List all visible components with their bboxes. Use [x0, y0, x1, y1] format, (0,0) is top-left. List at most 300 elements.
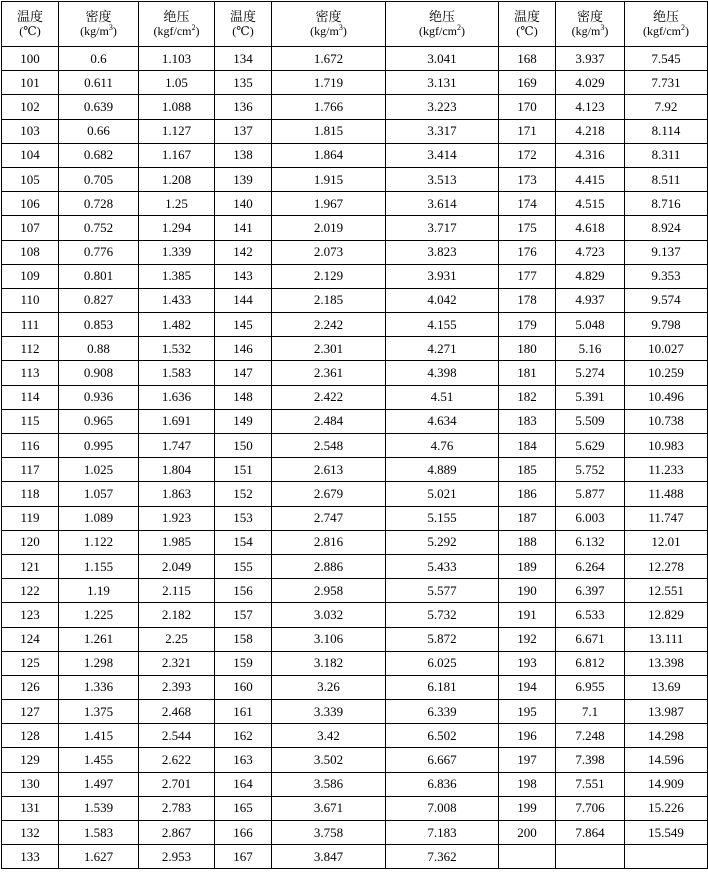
pressure-cell: 2.182 — [139, 603, 215, 627]
density-cell: 7.551 — [556, 772, 625, 796]
table-row — [2, 167, 708, 191]
pressure-cell: 4.398 — [386, 361, 499, 385]
pressure-cell: 2.783 — [139, 796, 215, 820]
density-cell: 3.671 — [272, 796, 386, 820]
temperature-cell: 137 — [215, 119, 272, 143]
pressure-cell: 9.798 — [625, 313, 708, 337]
pressure-cell: 1.339 — [139, 240, 215, 264]
temperature-cell: 107 — [2, 216, 59, 240]
temperature-cell: 160 — [215, 675, 272, 699]
density-cell: 4.029 — [556, 71, 625, 95]
table-row — [2, 216, 708, 240]
pressure-cell — [625, 845, 708, 869]
table-row — [2, 530, 708, 554]
pressure-cell: 13.987 — [625, 700, 708, 724]
temperature-cell: 117 — [2, 458, 59, 482]
density-cell: 2.422 — [272, 385, 386, 409]
temperature-cell: 129 — [2, 748, 59, 772]
pressure-cell: 7.362 — [386, 845, 499, 869]
table-row — [2, 385, 708, 409]
temperature-cell: 125 — [2, 651, 59, 675]
temperature-unit: (℃) — [232, 24, 254, 38]
density-unit: $(kg/m^3)$ — [80, 23, 117, 38]
temperature-cell: 153 — [215, 506, 272, 530]
temperature-cell: 175 — [499, 216, 556, 240]
density-cell: 2.129 — [272, 264, 386, 288]
pressure-cell: 6.836 — [386, 772, 499, 796]
density-cell: 2.816 — [272, 530, 386, 554]
pressure-cell: 1.482 — [139, 313, 215, 337]
pressure-cell: 1.691 — [139, 409, 215, 433]
pressure-cell: 8.114 — [625, 119, 708, 143]
pressure-cell: 7.008 — [386, 796, 499, 820]
pressure-unit: $(kgf/cm^2)$ — [419, 23, 465, 38]
density-cell: 0.66 — [59, 119, 139, 143]
pressure-cell: 14.298 — [625, 724, 708, 748]
table-row — [2, 796, 708, 820]
pressure-unit: $(kgf/cm^2)$ — [153, 23, 200, 38]
pressure-label: 绝压 — [428, 9, 455, 24]
temperature-cell: 167 — [215, 845, 272, 869]
density-cell: 0.995 — [59, 434, 139, 458]
density-cell: 6.264 — [556, 554, 625, 578]
table-row — [2, 47, 708, 71]
temperature-cell: 121 — [2, 554, 59, 578]
temperature-cell: 169 — [499, 71, 556, 95]
pressure-cell: 4.634 — [386, 409, 499, 433]
pressure-cell: 4.76 — [386, 434, 499, 458]
density-cell: 4.415 — [556, 167, 625, 191]
table-row — [2, 821, 708, 845]
pressure-cell: 1.863 — [139, 482, 215, 506]
density-cell: 4.829 — [556, 264, 625, 288]
table-row — [2, 675, 708, 699]
density-label: 密度 — [315, 9, 342, 24]
temperature-unit: (℃) — [19, 24, 41, 38]
temperature-cell: 164 — [215, 772, 272, 796]
density-cell: 6.812 — [556, 651, 625, 675]
density-cell: 3.586 — [272, 772, 386, 796]
density-cell: 1.089 — [59, 506, 139, 530]
col-header-pressure — [625, 2, 708, 47]
pressure-cell: 2.468 — [139, 700, 215, 724]
temperature-cell: 124 — [2, 627, 59, 651]
density-cell: 5.752 — [556, 458, 625, 482]
density-cell: 1.455 — [59, 748, 139, 772]
pressure-cell: 2.867 — [139, 821, 215, 845]
density-cell: 5.629 — [556, 434, 625, 458]
pressure-cell: 11.233 — [625, 458, 708, 482]
temperature-cell: 102 — [2, 95, 59, 119]
pressure-cell: 10.496 — [625, 385, 708, 409]
density-cell: 0.682 — [59, 143, 139, 167]
density-cell: 1.766 — [272, 95, 386, 119]
density-cell: 7.706 — [556, 796, 625, 820]
density-cell: 4.723 — [556, 240, 625, 264]
pressure-cell: 3.317 — [386, 119, 499, 143]
pressure-cell: 5.732 — [386, 603, 499, 627]
temperature-cell: 199 — [499, 796, 556, 820]
temperature-cell: 154 — [215, 530, 272, 554]
table-row — [2, 627, 708, 651]
pressure-cell: 6.502 — [386, 724, 499, 748]
density-cell: 3.182 — [272, 651, 386, 675]
temperature-cell: 158 — [215, 627, 272, 651]
table-row — [2, 192, 708, 216]
pressure-cell: 2.393 — [139, 675, 215, 699]
pressure-cell: 13.111 — [625, 627, 708, 651]
pressure-cell: 12.551 — [625, 579, 708, 603]
table-row — [2, 143, 708, 167]
table-header — [2, 2, 708, 47]
temperature-cell: 112 — [2, 337, 59, 361]
temperature-cell: 126 — [2, 675, 59, 699]
temperature-cell: 101 — [2, 71, 59, 95]
pressure-cell: 11.747 — [625, 506, 708, 530]
table-row — [2, 748, 708, 772]
density-cell: 5.509 — [556, 409, 625, 433]
temperature-cell: 165 — [215, 796, 272, 820]
pressure-cell: 3.614 — [386, 192, 499, 216]
temperature-cell: 195 — [499, 700, 556, 724]
col-header-pressure — [386, 2, 499, 47]
density-cell: 1.497 — [59, 772, 139, 796]
density-cell: 3.502 — [272, 748, 386, 772]
col-header-density — [272, 2, 386, 47]
pressure-cell: 1.05 — [139, 71, 215, 95]
table-row — [2, 603, 708, 627]
density-cell: 5.16 — [556, 337, 625, 361]
temperature-cell: 193 — [499, 651, 556, 675]
pressure-cell: 4.271 — [386, 337, 499, 361]
density-cell: 1.225 — [59, 603, 139, 627]
temperature-cell: 196 — [499, 724, 556, 748]
pressure-cell: 5.021 — [386, 482, 499, 506]
temperature-cell: 128 — [2, 724, 59, 748]
table-row — [2, 700, 708, 724]
density-cell: 0.752 — [59, 216, 139, 240]
temperature-cell: 147 — [215, 361, 272, 385]
pressure-cell: 1.088 — [139, 95, 215, 119]
density-cell: 0.908 — [59, 361, 139, 385]
temperature-cell: 148 — [215, 385, 272, 409]
temperature-cell: 156 — [215, 579, 272, 603]
density-cell: 2.747 — [272, 506, 386, 530]
density-cell: 3.032 — [272, 603, 386, 627]
density-cell: 0.705 — [59, 167, 139, 191]
pressure-cell: 3.414 — [386, 143, 499, 167]
density-cell: 1.864 — [272, 143, 386, 167]
temperature-cell: 186 — [499, 482, 556, 506]
temperature-unit: (℃) — [516, 24, 538, 38]
density-cell: 3.42 — [272, 724, 386, 748]
density-cell: 1.122 — [59, 530, 139, 554]
density-cell: 4.123 — [556, 95, 625, 119]
table-row — [2, 554, 708, 578]
density-cell: 3.937 — [556, 47, 625, 71]
temperature-label: 温度 — [16, 9, 43, 24]
temperature-cell: 161 — [215, 700, 272, 724]
pressure-cell: 13.398 — [625, 651, 708, 675]
table-row — [2, 772, 708, 796]
pressure-label: 绝压 — [163, 9, 190, 24]
temperature-cell: 132 — [2, 821, 59, 845]
temperature-cell: 141 — [215, 216, 272, 240]
temperature-cell: 122 — [2, 579, 59, 603]
density-cell: 4.316 — [556, 143, 625, 167]
pressure-cell: 8.511 — [625, 167, 708, 191]
temperature-cell: 134 — [215, 47, 272, 71]
temperature-cell: 163 — [215, 748, 272, 772]
pressure-cell: 1.985 — [139, 530, 215, 554]
density-label: 密度 — [576, 9, 603, 24]
temperature-cell: 177 — [499, 264, 556, 288]
pressure-cell: 2.049 — [139, 554, 215, 578]
density-cell: 1.627 — [59, 845, 139, 869]
pressure-cell: 3.223 — [386, 95, 499, 119]
pressure-cell: 1.532 — [139, 337, 215, 361]
pressure-cell: 4.042 — [386, 288, 499, 312]
temperature-cell: 136 — [215, 95, 272, 119]
pressure-cell: 12.01 — [625, 530, 708, 554]
temperature-cell: 151 — [215, 458, 272, 482]
col-header-pressure — [139, 2, 215, 47]
pressure-cell: 9.574 — [625, 288, 708, 312]
pressure-cell: 9.353 — [625, 264, 708, 288]
temperature-cell: 191 — [499, 603, 556, 627]
pressure-cell: 4.889 — [386, 458, 499, 482]
pressure-cell: 3.931 — [386, 264, 499, 288]
temperature-cell: 174 — [499, 192, 556, 216]
density-cell: 0.801 — [59, 264, 139, 288]
density-cell: 6.132 — [556, 530, 625, 554]
pressure-cell: 1.208 — [139, 167, 215, 191]
temperature-cell: 120 — [2, 530, 59, 554]
temperature-label: 温度 — [513, 9, 540, 24]
density-cell: 3.339 — [272, 700, 386, 724]
temperature-cell: 189 — [499, 554, 556, 578]
temperature-cell: 131 — [2, 796, 59, 820]
pressure-cell: 9.137 — [625, 240, 708, 264]
temperature-cell: 149 — [215, 409, 272, 433]
density-cell: 3.106 — [272, 627, 386, 651]
temperature-cell: 200 — [499, 821, 556, 845]
density-cell: 3.758 — [272, 821, 386, 845]
density-cell: 6.003 — [556, 506, 625, 530]
pressure-cell: 10.983 — [625, 434, 708, 458]
pressure-cell: 3.041 — [386, 47, 499, 71]
temperature-cell: 178 — [499, 288, 556, 312]
density-cell: 7.864 — [556, 821, 625, 845]
table-row — [2, 264, 708, 288]
table-row — [2, 434, 708, 458]
col-header-density — [556, 2, 625, 47]
temperature-cell: 187 — [499, 506, 556, 530]
temperature-cell: 106 — [2, 192, 59, 216]
density-cell: 0.6 — [59, 47, 139, 71]
temperature-cell: 166 — [215, 821, 272, 845]
temperature-cell: 123 — [2, 603, 59, 627]
table-row — [2, 288, 708, 312]
pressure-cell: 14.909 — [625, 772, 708, 796]
temperature-cell: 118 — [2, 482, 59, 506]
density-cell: 1.025 — [59, 458, 139, 482]
density-cell: 2.242 — [272, 313, 386, 337]
temperature-cell: 168 — [499, 47, 556, 71]
table-body — [2, 47, 708, 869]
pressure-cell: 1.923 — [139, 506, 215, 530]
density-cell: 2.019 — [272, 216, 386, 240]
header-row — [2, 2, 708, 47]
density-cell: 5.877 — [556, 482, 625, 506]
density-cell: 6.533 — [556, 603, 625, 627]
density-cell: 1.415 — [59, 724, 139, 748]
density-cell: 0.776 — [59, 240, 139, 264]
temperature-cell: 138 — [215, 143, 272, 167]
table-row — [2, 119, 708, 143]
density-cell: 6.955 — [556, 675, 625, 699]
temperature-cell: 188 — [499, 530, 556, 554]
temperature-cell: 104 — [2, 143, 59, 167]
pressure-cell: 2.115 — [139, 579, 215, 603]
pressure-cell: 2.321 — [139, 651, 215, 675]
steam-property-table — [1, 1, 708, 869]
pressure-cell: 12.829 — [625, 603, 708, 627]
pressure-cell: 6.025 — [386, 651, 499, 675]
temperature-cell: 127 — [2, 700, 59, 724]
temperature-cell: 172 — [499, 143, 556, 167]
pressure-cell: 1.25 — [139, 192, 215, 216]
pressure-cell: 3.131 — [386, 71, 499, 95]
density-cell: 2.301 — [272, 337, 386, 361]
table-row — [2, 95, 708, 119]
temperature-cell: 111 — [2, 313, 59, 337]
pressure-cell: 3.717 — [386, 216, 499, 240]
pressure-cell: 4.155 — [386, 313, 499, 337]
pressure-cell: 1.294 — [139, 216, 215, 240]
pressure-cell: 5.872 — [386, 627, 499, 651]
pressure-cell: 10.738 — [625, 409, 708, 433]
pressure-cell: 8.924 — [625, 216, 708, 240]
pressure-cell: 1.804 — [139, 458, 215, 482]
density-cell: 1.19 — [59, 579, 139, 603]
pressure-cell: 1.385 — [139, 264, 215, 288]
pressure-cell: 2.25 — [139, 627, 215, 651]
density-cell: 5.391 — [556, 385, 625, 409]
table-row — [2, 337, 708, 361]
temperature-cell: 142 — [215, 240, 272, 264]
temperature-cell: 159 — [215, 651, 272, 675]
density-cell: 0.853 — [59, 313, 139, 337]
density-cell: 1.719 — [272, 71, 386, 95]
density-cell: 7.398 — [556, 748, 625, 772]
temperature-cell: 146 — [215, 337, 272, 361]
density-cell: 5.048 — [556, 313, 625, 337]
pressure-cell: 2.953 — [139, 845, 215, 869]
temperature-cell: 182 — [499, 385, 556, 409]
temperature-cell: 144 — [215, 288, 272, 312]
pressure-cell: 7.545 — [625, 47, 708, 71]
temperature-cell: 100 — [2, 47, 59, 71]
temperature-cell: 184 — [499, 434, 556, 458]
pressure-cell: 14.596 — [625, 748, 708, 772]
pressure-cell: 5.577 — [386, 579, 499, 603]
density-cell: 0.611 — [59, 71, 139, 95]
density-cell: 1.967 — [272, 192, 386, 216]
table-row — [2, 482, 708, 506]
density-cell: 0.728 — [59, 192, 139, 216]
temperature-cell: 119 — [2, 506, 59, 530]
temperature-cell: 105 — [2, 167, 59, 191]
pressure-cell: 15.226 — [625, 796, 708, 820]
pressure-cell: 1.747 — [139, 434, 215, 458]
temperature-cell: 183 — [499, 409, 556, 433]
col-header-temperature — [215, 2, 272, 47]
temperature-cell: 198 — [499, 772, 556, 796]
density-cell: 2.613 — [272, 458, 386, 482]
temperature-cell: 152 — [215, 482, 272, 506]
temperature-cell: 176 — [499, 240, 556, 264]
temperature-cell: 135 — [215, 71, 272, 95]
table-row — [2, 458, 708, 482]
temperature-cell: 194 — [499, 675, 556, 699]
table-row — [2, 579, 708, 603]
temperature-cell: 110 — [2, 288, 59, 312]
density-cell: 5.274 — [556, 361, 625, 385]
density-cell: 1.539 — [59, 796, 139, 820]
pressure-cell: 7.183 — [386, 821, 499, 845]
density-cell: 0.936 — [59, 385, 139, 409]
density-cell — [556, 845, 625, 869]
pressure-cell: 6.667 — [386, 748, 499, 772]
pressure-cell: 2.701 — [139, 772, 215, 796]
density-cell: 0.639 — [59, 95, 139, 119]
pressure-label: 绝压 — [652, 9, 679, 24]
table-row — [2, 240, 708, 264]
temperature-cell: 103 — [2, 119, 59, 143]
temperature-cell: 140 — [215, 192, 272, 216]
table-row — [2, 845, 708, 869]
temperature-cell: 150 — [215, 434, 272, 458]
density-cell: 2.548 — [272, 434, 386, 458]
density-cell: 7.248 — [556, 724, 625, 748]
density-cell: 1.815 — [272, 119, 386, 143]
temperature-cell: 180 — [499, 337, 556, 361]
density-cell: 2.484 — [272, 409, 386, 433]
density-cell: 1.583 — [59, 821, 139, 845]
col-header-temperature — [499, 2, 556, 47]
pressure-cell: 6.181 — [386, 675, 499, 699]
pressure-cell: 1.583 — [139, 361, 215, 385]
temperature-cell: 197 — [499, 748, 556, 772]
density-cell: 0.827 — [59, 288, 139, 312]
pressure-cell: 8.716 — [625, 192, 708, 216]
density-cell: 2.361 — [272, 361, 386, 385]
temperature-cell: 114 — [2, 385, 59, 409]
table-row — [2, 71, 708, 95]
pressure-cell: 1.433 — [139, 288, 215, 312]
temperature-cell: 181 — [499, 361, 556, 385]
density-cell: 7.1 — [556, 700, 625, 724]
col-header-density — [59, 2, 139, 47]
pressure-cell: 1.636 — [139, 385, 215, 409]
temperature-cell: 115 — [2, 409, 59, 433]
temperature-cell: 113 — [2, 361, 59, 385]
pressure-cell: 3.513 — [386, 167, 499, 191]
pressure-cell: 7.92 — [625, 95, 708, 119]
density-cell: 4.618 — [556, 216, 625, 240]
table-row — [2, 313, 708, 337]
